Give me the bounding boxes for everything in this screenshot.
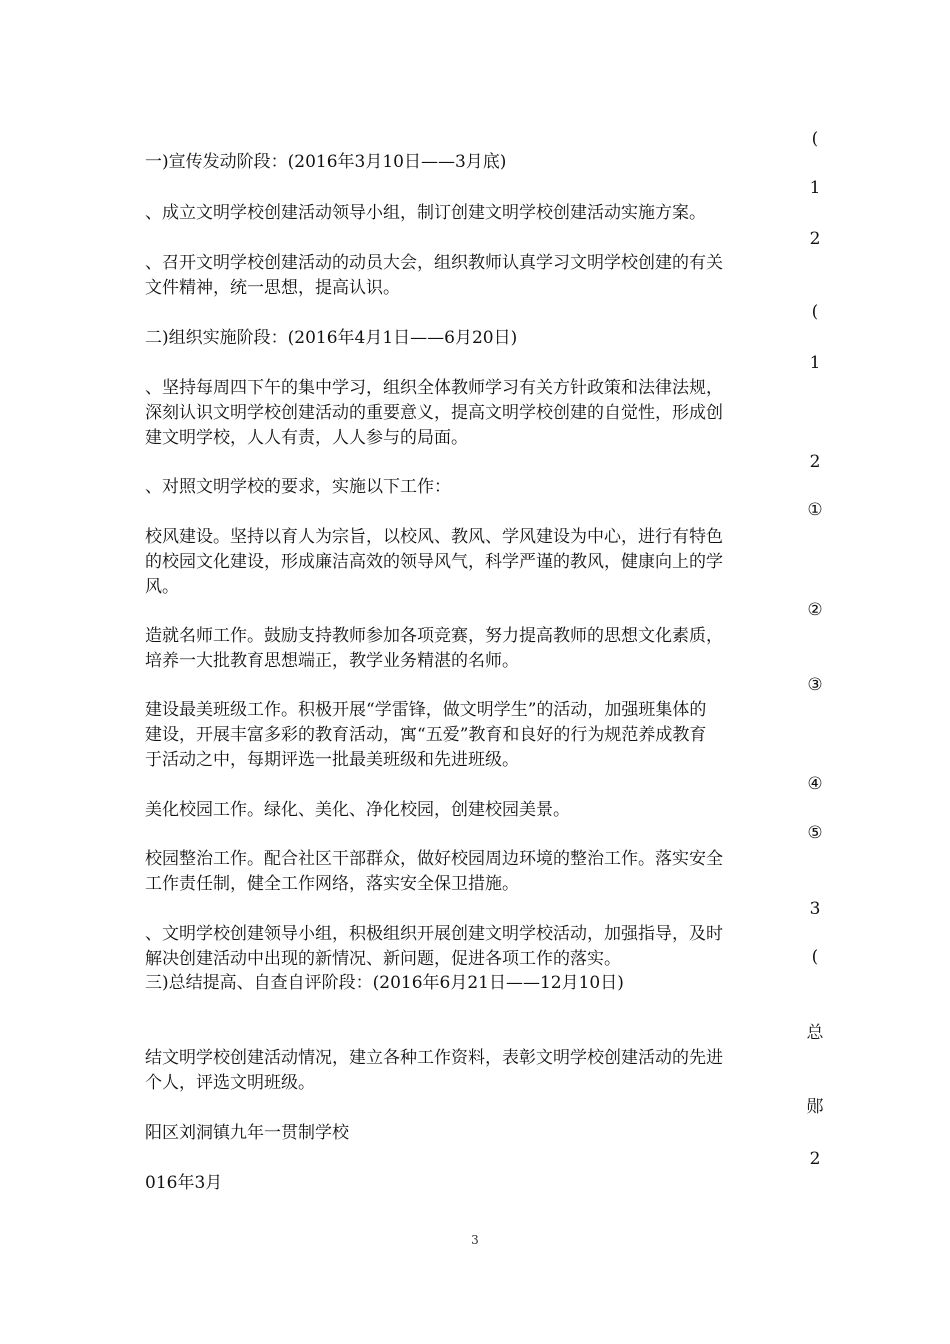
signature-school [145,1121,810,1146]
page-number: 3 [471,1233,479,1247]
paragraph [145,1046,810,1096]
circled-marker: ① [807,500,823,520]
item-marker: 2 [809,229,821,249]
section-heading [145,971,810,996]
text-line: 建文明学校，人人有责，人人参与的局面。 [145,428,468,448]
text-line: 工作责任制，健全工作网络，落实安全保卫措施。 [145,874,519,894]
text-line: 结文明学校创建活动情况，建立各种工作资料，表彰文明学校创建活动的先进 [145,1048,723,1068]
text-line: 、坚持每周四下午的集中学习，组织全体教师学习有关方针政策和法律法规， [145,378,723,398]
section-marker: ( [811,129,819,149]
text-line: 阳区刘洞镇九年一贯制学校 [145,1123,349,1143]
text-line: 016年3月 [145,1173,223,1193]
text-line: 三)总结提高、自查自评阶段：(2016年6月21日——12月10日) [145,973,624,993]
circled-marker: ③ [807,675,823,695]
paragraph [145,201,810,226]
paragraph [145,624,810,674]
text-line: 、召开文明学校创建活动的动员大会，组织教师认真学习文明学校创建的有关 [145,253,723,273]
text-line: 的校园文化建设，形成廉洁高效的领导风气，科学严谨的教风，健康向上的学 [145,552,723,572]
text-line: 建设最美班级工作。积极开展“学雷锋，做文明学生”的活动，加强班集体的 [145,700,707,720]
text-line: 于活动之中，每期评选一批最美班级和先进班级。 [145,750,519,770]
text-line: 一)宣传发动阶段：(2016年3月10日——3月底) [145,152,507,172]
paragraph [145,922,810,972]
text-line: 建设，开展丰富多彩的教育活动，寓“五爱”教育和良好的行为规范养成教育 [145,725,707,745]
text-marker: 郧 [806,1097,824,1117]
text-line: 造就名师工作。鼓励支持教师参加各项竞赛，努力提高教师的思想文化素质， [145,626,723,646]
section-marker: ( [811,947,819,967]
text-line: 培养一大批教育思想端正，教学业务精湛的名师。 [145,651,519,671]
text-marker: 2 [809,1149,821,1169]
circled-marker: ④ [807,774,823,794]
paragraph [145,251,810,301]
item-marker: 1 [809,353,821,373]
text-line: 校园整治工作。配合社区干部群众，做好校园周边环境的整治工作。落实安全 [145,849,723,869]
text-line: 、文明学校创建领导小组，积极组织开展创建文明学校活动，加强指导，及时 [145,924,723,944]
item-marker: 1 [809,178,821,198]
text-line: 美化校园工作。绿化、美化、净化校园，创建校园美景。 [145,800,570,820]
section-heading [145,326,810,351]
signature-date [145,1171,810,1196]
item-marker: 2 [809,452,821,472]
paragraph [145,475,810,500]
text-line: 解决创建活动中出现的新情况、新问题，促进各项工作的落实。 [145,949,621,969]
section-heading [145,150,810,175]
item-marker: 3 [809,899,821,919]
circled-marker: ⑤ [807,823,823,843]
paragraph [145,698,810,773]
paragraph [145,798,810,823]
text-line: 、对照文明学校的要求，实施以下工作： [145,477,451,497]
text-line: 深刻认识文明学校创建活动的重要意义，提高文明学校创建的自觉性，形成创 [145,403,723,423]
section-marker: ( [811,302,819,322]
text-line: 文件精神，统一思想，提高认识。 [145,278,400,298]
paragraph [145,847,810,897]
text-line: 、成立文明学校创建活动领导小组，制订创建文明学校创建活动实施方案。 [145,203,706,223]
text-marker: 总 [806,1023,824,1043]
paragraph [145,525,810,600]
paragraph [145,376,810,451]
text-line: 校风建设。坚持以育人为宗旨，以校风、教风、学风建设为中心，进行有特色 [145,527,723,547]
text-line: 个人，评选文明班级。 [145,1073,315,1093]
text-line: 二)组织实施阶段：(2016年4月1日——6月20日) [145,328,518,348]
circled-marker: ② [807,600,823,620]
text-line: 风。 [145,577,179,597]
